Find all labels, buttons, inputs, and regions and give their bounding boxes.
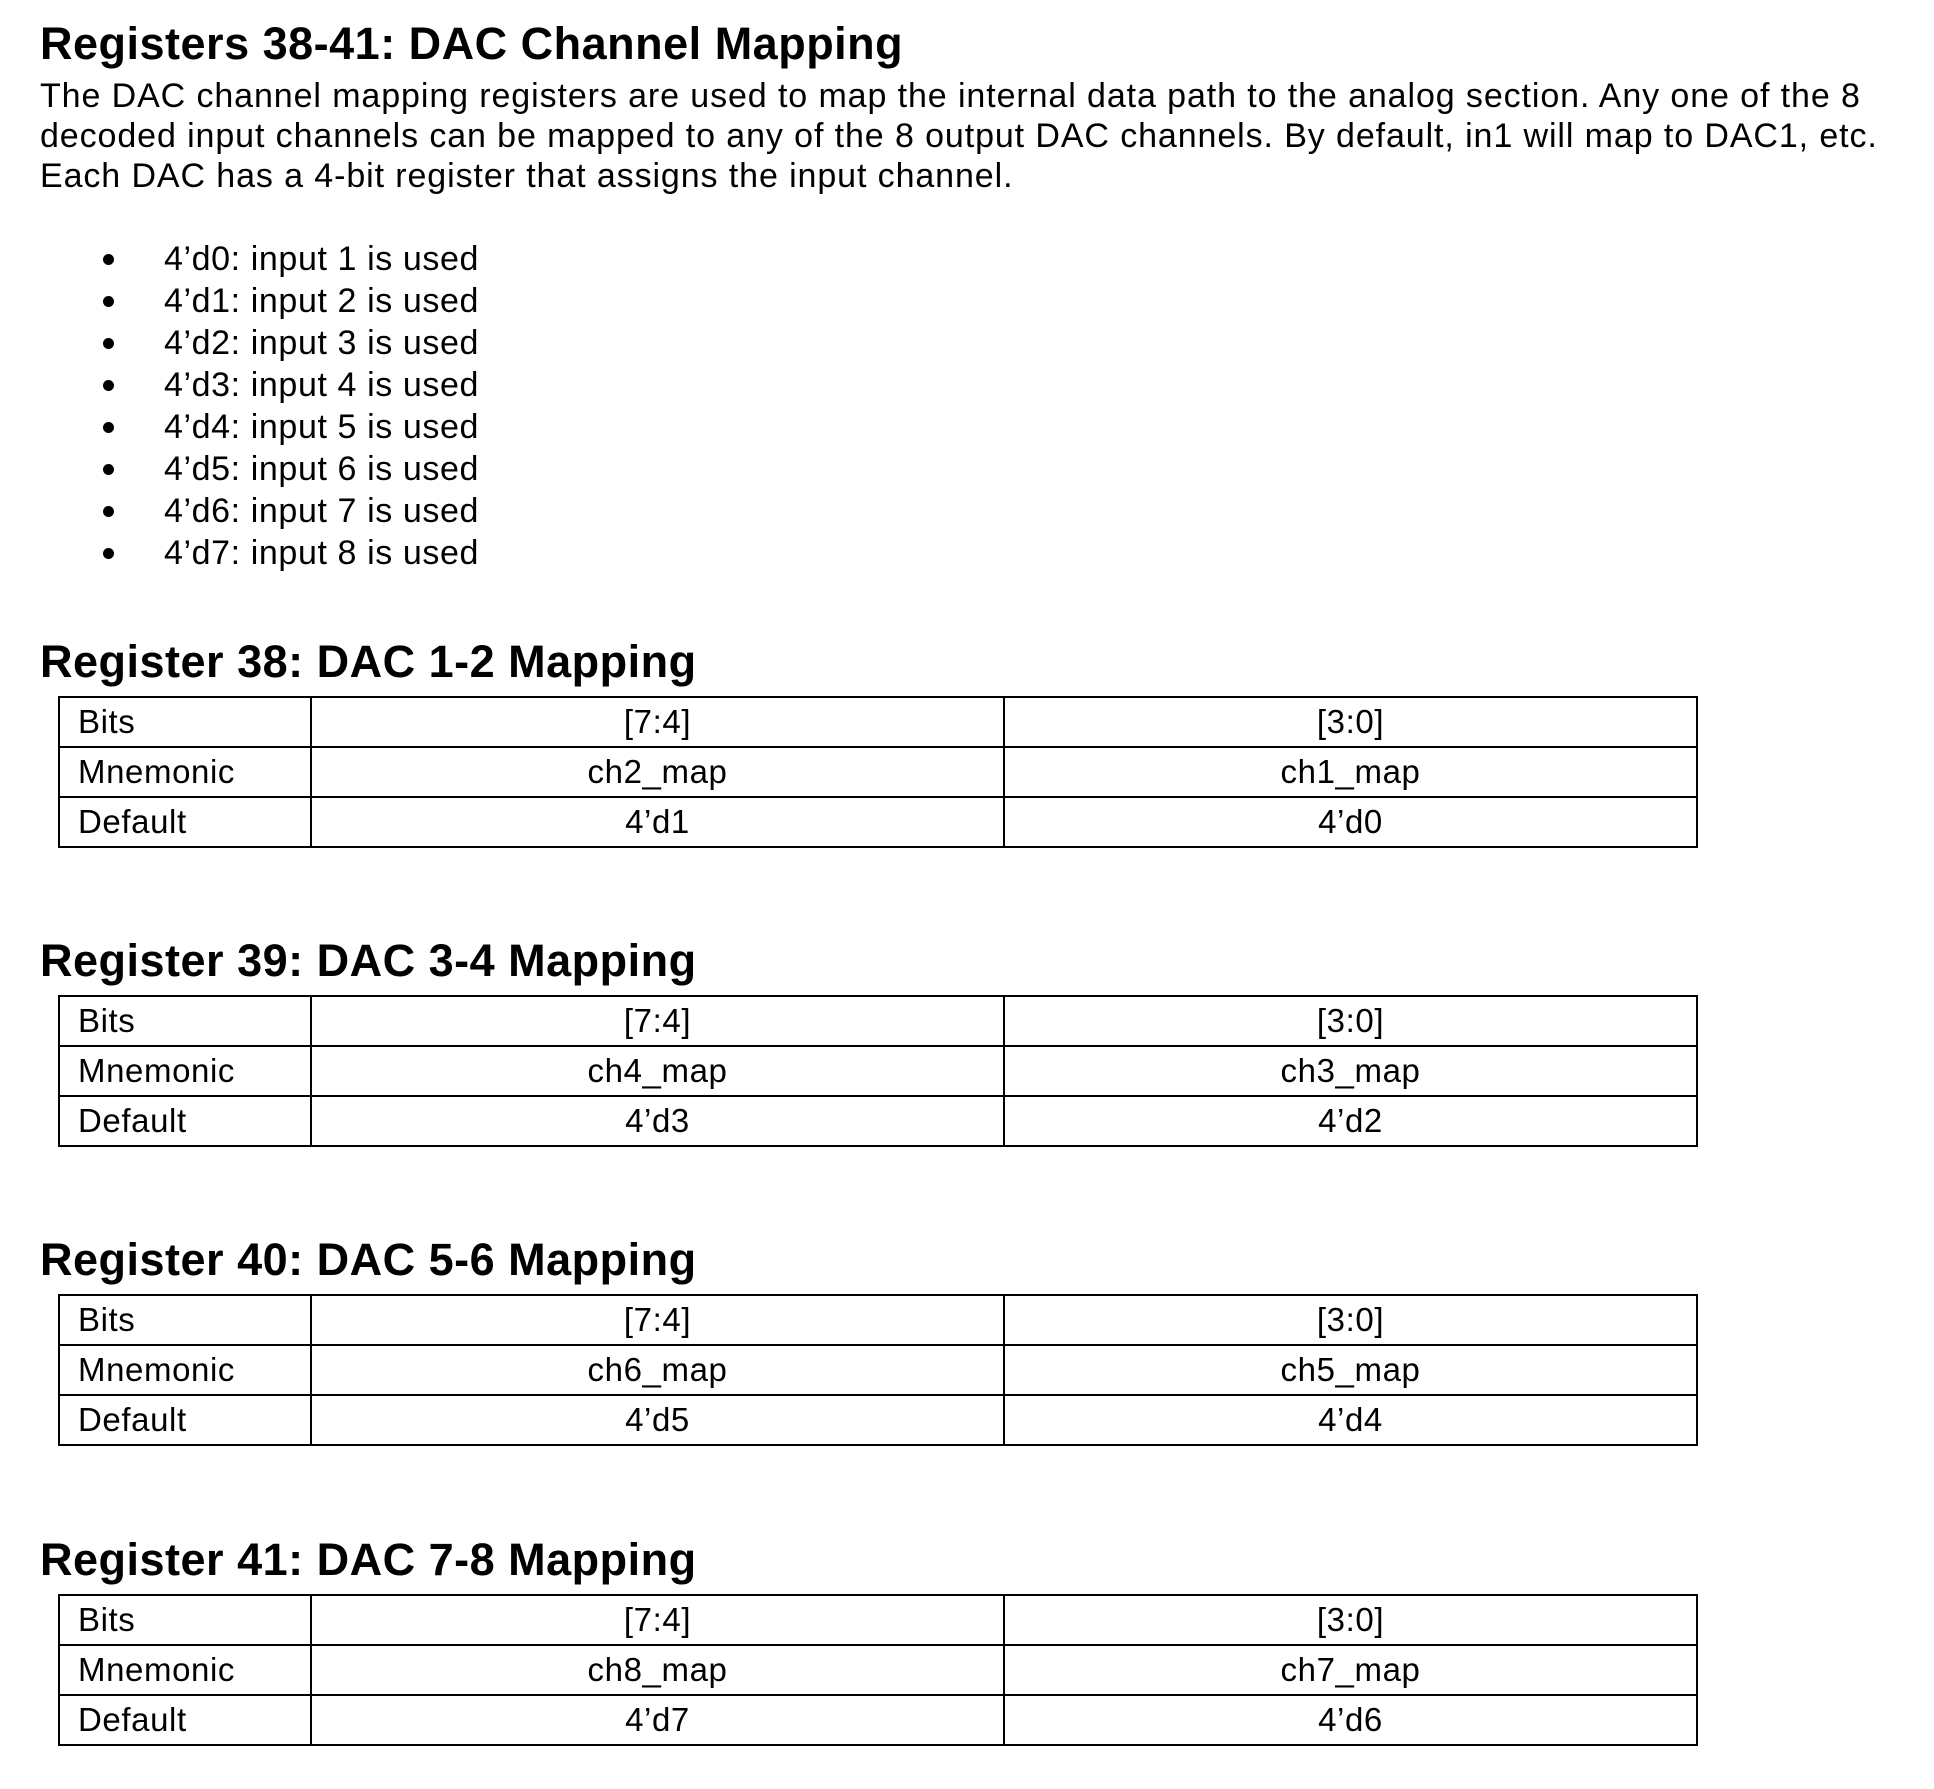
bullet-icon — [103, 338, 114, 349]
table-cell: 4’d6 — [1004, 1695, 1697, 1745]
table-row — [59, 1046, 1697, 1096]
register-title: Register 40: DAC 5-6 Mapping — [40, 1234, 697, 1285]
bullet-icon — [103, 254, 114, 265]
table-cell: [7:4] — [311, 697, 1004, 747]
page-title: Registers 38-41: DAC Channel Mapping — [40, 18, 904, 69]
table-cell: [3:0] — [1004, 697, 1697, 747]
register-table — [58, 995, 1698, 1147]
table-cell: 4’d5 — [311, 1395, 1004, 1445]
row-label: Bits — [59, 1295, 311, 1345]
table-cell: [7:4] — [311, 1295, 1004, 1345]
table-row — [59, 697, 1697, 747]
list-item: 4’d1: input 2 is used — [40, 280, 1920, 322]
row-label: Bits — [59, 1595, 311, 1645]
table-row — [59, 747, 1697, 797]
list-item: 4’d4: input 5 is used — [40, 406, 1920, 448]
table-row — [59, 1345, 1697, 1395]
bullet-icon — [103, 422, 114, 433]
document-page — [40, 14, 1920, 1738]
table-row — [59, 1395, 1697, 1445]
register-title: Register 39: DAC 3-4 Mapping — [40, 935, 697, 986]
table-cell: ch1_map — [1004, 747, 1697, 797]
table-row — [59, 797, 1697, 847]
intro-paragraph — [40, 76, 1920, 196]
table-cell: [7:4] — [311, 1595, 1004, 1645]
table-cell: ch4_map — [311, 1046, 1004, 1096]
table-cell: ch7_map — [1004, 1645, 1697, 1695]
list-item: 4’d5: input 6 is used — [40, 448, 1920, 490]
table-cell: 4’d2 — [1004, 1096, 1697, 1146]
bullet-icon — [103, 464, 114, 475]
bullet-list — [40, 238, 1920, 574]
row-label: Default — [59, 1695, 311, 1745]
row-label: Bits — [59, 697, 311, 747]
register-table — [58, 1594, 1698, 1746]
row-label: Default — [59, 797, 311, 847]
list-item: 4’d6: input 7 is used — [40, 490, 1920, 532]
bullet-icon — [103, 296, 114, 307]
row-label: Bits — [59, 996, 311, 1046]
bullet-icon — [103, 548, 114, 559]
register-title: Register 41: DAC 7-8 Mapping — [40, 1534, 697, 1585]
row-label: Default — [59, 1096, 311, 1146]
intro-line: The DAC channel mapping registers are used to map the internal data path to the analog section. Any one of the 8 — [40, 77, 1861, 115]
table-cell: ch2_map — [311, 747, 1004, 797]
table-row — [59, 996, 1697, 1046]
row-label: Default — [59, 1395, 311, 1445]
row-label: Mnemonic — [59, 1345, 311, 1395]
row-label: Mnemonic — [59, 747, 311, 797]
table-row — [59, 1295, 1697, 1345]
table-cell: 4’d4 — [1004, 1395, 1697, 1445]
register-38-section — [40, 634, 1698, 848]
table-cell: 4’d3 — [311, 1096, 1004, 1146]
list-item: 4’d0: input 1 is used — [40, 238, 1920, 280]
register-39-section — [40, 933, 1698, 1147]
intro-line: decoded input channels can be mapped to any of the 8 output DAC channels. By default, in1 will map to DAC1, etc. — [40, 117, 1878, 155]
table-row — [59, 1695, 1697, 1745]
list-item: 4’d2: input 3 is used — [40, 322, 1920, 364]
register-table — [58, 1294, 1698, 1446]
bullet-icon — [103, 380, 114, 391]
intro-line: Each DAC has a 4-bit register that assigns the input channel. — [40, 157, 1014, 195]
register-40-section — [40, 1232, 1698, 1446]
table-cell: [7:4] — [311, 996, 1004, 1046]
table-cell: ch3_map — [1004, 1046, 1697, 1096]
list-item: 4’d3: input 4 is used — [40, 364, 1920, 406]
row-label: Mnemonic — [59, 1645, 311, 1695]
table-cell: 4’d7 — [311, 1695, 1004, 1745]
table-cell: [3:0] — [1004, 996, 1697, 1046]
table-cell: 4’d1 — [311, 797, 1004, 847]
row-label: Mnemonic — [59, 1046, 311, 1096]
table-cell: 4’d0 — [1004, 797, 1697, 847]
table-cell: ch5_map — [1004, 1345, 1697, 1395]
table-row — [59, 1096, 1697, 1146]
register-title: Register 38: DAC 1-2 Mapping — [40, 636, 697, 687]
table-cell: ch6_map — [311, 1345, 1004, 1395]
register-41-section — [40, 1532, 1698, 1746]
bullet-icon — [103, 506, 114, 517]
table-row — [59, 1645, 1697, 1695]
list-item: 4’d7: input 8 is used — [40, 532, 1920, 574]
table-row — [59, 1595, 1697, 1645]
table-cell: [3:0] — [1004, 1295, 1697, 1345]
register-table — [58, 696, 1698, 848]
table-cell: [3:0] — [1004, 1595, 1697, 1645]
table-cell: ch8_map — [311, 1645, 1004, 1695]
